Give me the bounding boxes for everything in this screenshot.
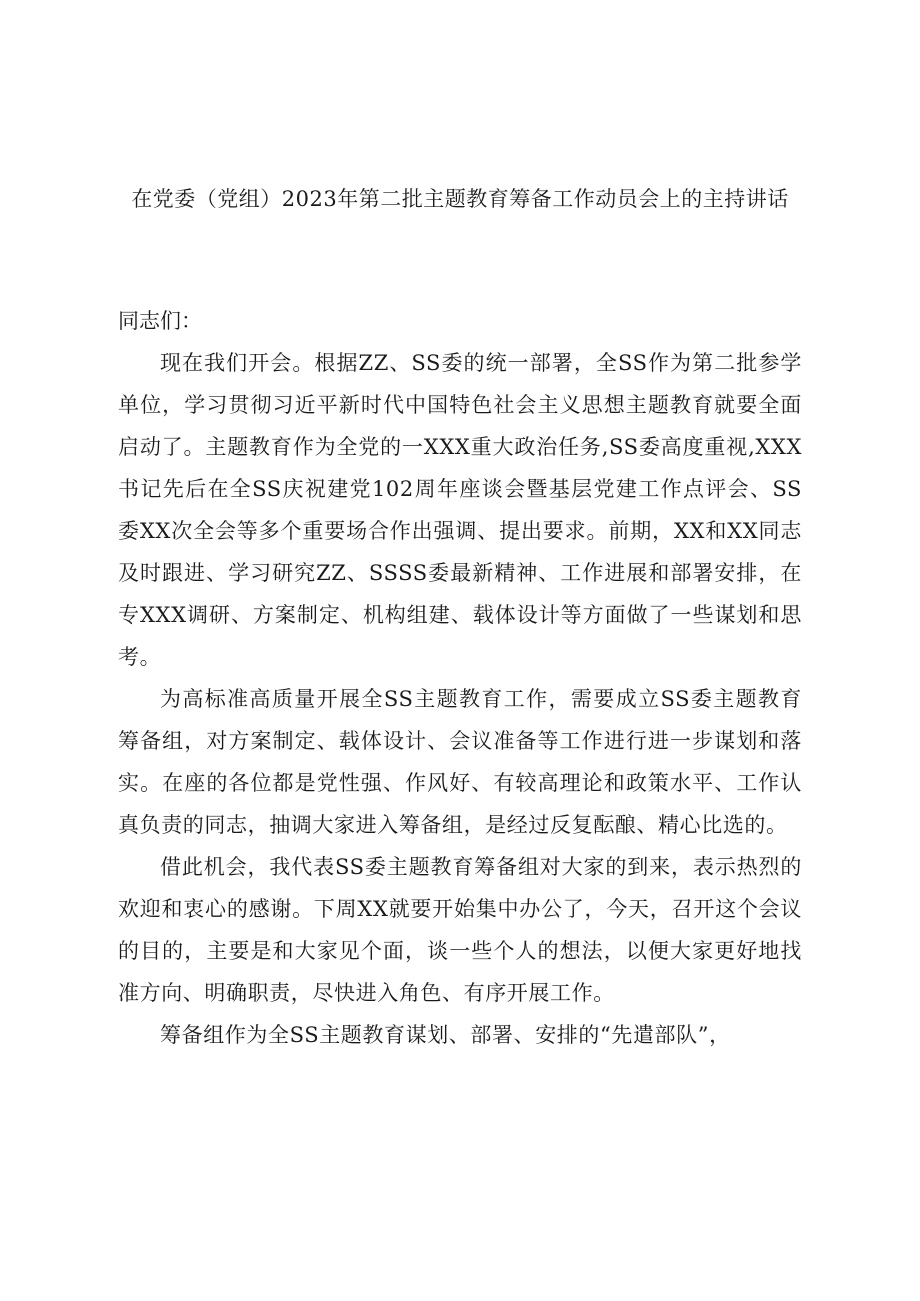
paragraph: 借此机会，我代表SS委主题教育筹备组对大家的到来，表示热烈的欢迎和衷心的感谢。下周XX就要开始集中办公了，今天，召开这个会议的目的，主要是和大家见个面，谈一些个人的想法，以便大家更好地找准方向、明确职责，尽快进入角色、有序开展工作。	[118, 855, 802, 1005]
document-body	[118, 300, 802, 1056]
paragraph: 现在我们开会。根据ZZ、SS委的统一部署，全SS作为第二批参学单位，学习贯彻习近平新时代中国特色社会主义思想主题教育就要全面启动了。主题教育作为全党的一XXX重大政治任务,SS委高度重视,XXX书记先后在全SS庆祝建党102周年座谈会暨基层党建工作点评会、SS委XX次全会等多个重要场合作出强调、提出要求。前期，XX和XX同志及时跟进、学习研究ZZ、SSSS委最新精神、工作进展和部署安排，在专XXX调研、方案制定、机构组建、载体设计等方面做了一些谋划和思考。	[118, 351, 802, 669]
paragraph: 筹备组作为全SS主题教育谋划、部署、安排的“先遣部队”，	[160, 1023, 731, 1047]
salutation: 同志们：	[118, 309, 202, 333]
document-title: 在党委（党组）2023年第二批主题教育筹备工作动员会上的主持讲话	[131, 187, 789, 211]
paragraph: 为高标准高质量开展全SS主题教育工作，需要成立SS委主题教育筹备组，对方案制定、载体设计、会议准备等工作进行进一步谋划和落实。在座的各位都是党性强、作风好、有较高理论和政策水平、工作认真负责的同志，抽调大家进入筹备组，是经过反复酝酿、精心比选的。	[118, 687, 802, 837]
